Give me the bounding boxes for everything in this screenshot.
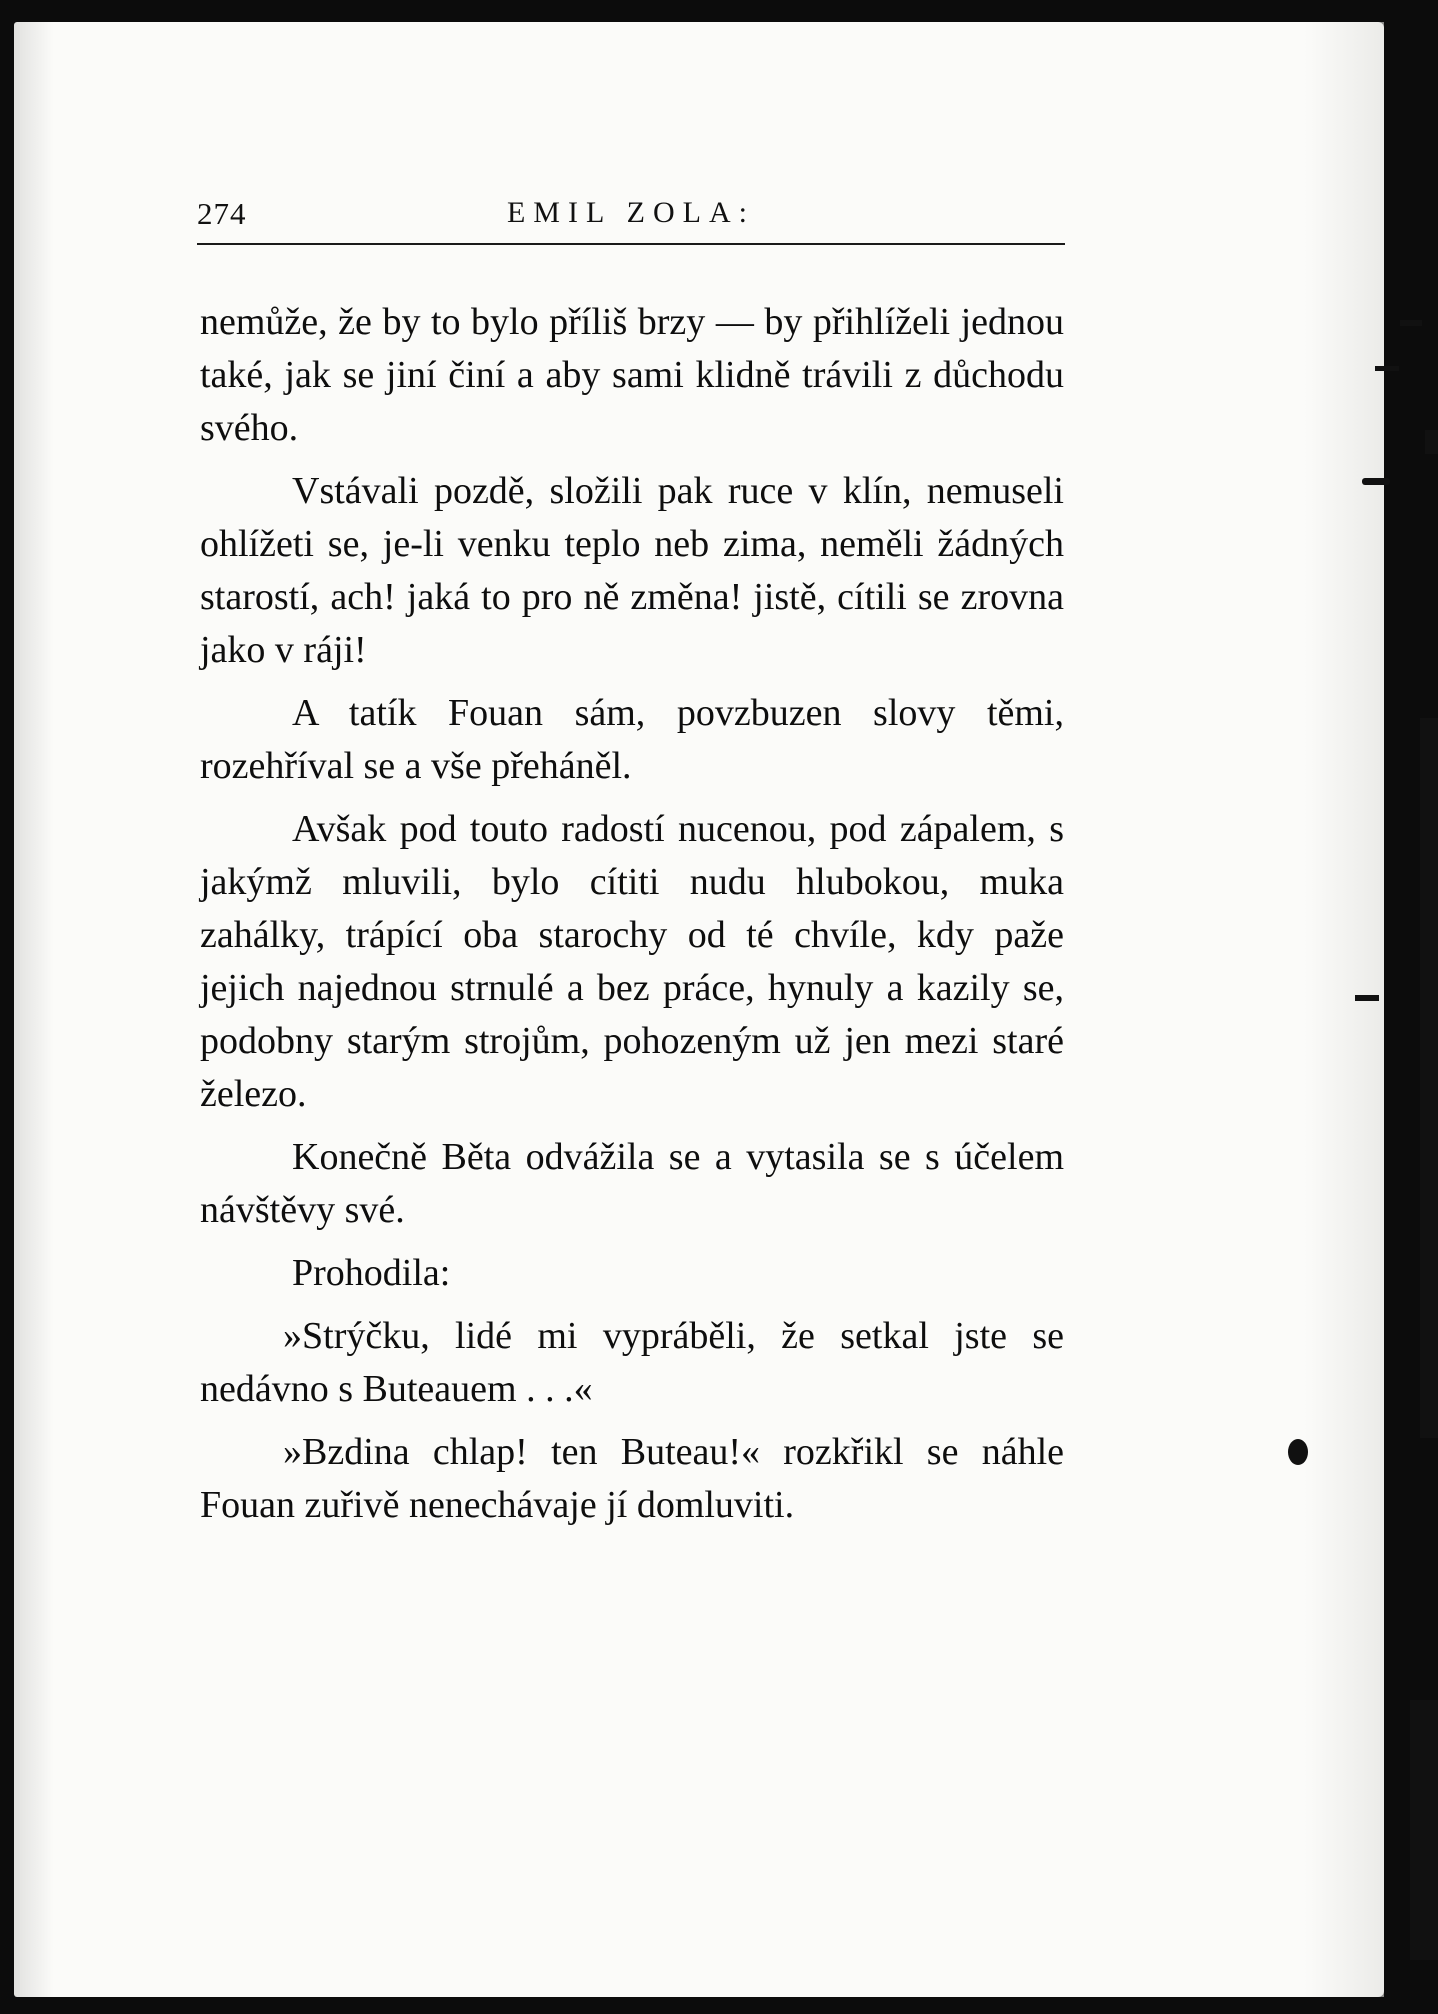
paragraph: »Bzdina chlap! ten Buteau!« rozkřikl se náhle Fouan zuřivě nenechávaje jí domluviti. bbox=[200, 1431, 1064, 1526]
paragraph: Vstávali pozdě, složili pak ruce v klín, nemuseli ohlížeti se, je-li venku teplo neb zima, neměli žádných starostí, ach! jaká to pro ně změna! jistě, cítili se zrovna jako v ráji! bbox=[200, 470, 1064, 671]
scan-speck bbox=[1425, 430, 1438, 454]
page-edge bbox=[1304, 22, 1384, 1997]
scan-speck bbox=[1410, 1700, 1438, 1960]
body-text bbox=[200, 296, 1064, 1542]
scan-speck bbox=[1362, 478, 1390, 485]
paragraph: A tatík Fouan sám, povzbuzen slovy těmi, rozehříval se a vše přeháněl. bbox=[200, 692, 1064, 787]
paragraph: Prohodila: bbox=[292, 1252, 451, 1294]
paragraph: nemůže, že by to bylo příliš brzy — by přihlíželi jednou také, jak se jiní činí a aby sami klidně trávili z důchodu svého. bbox=[200, 301, 1064, 449]
paragraph: »Strýčku, lidé mi vypráběli, že setkal jste se nedávno s Buteauem . . .« bbox=[200, 1315, 1064, 1410]
page-number: 274 bbox=[197, 196, 247, 231]
scan-speck bbox=[1420, 718, 1438, 1438]
page-header bbox=[197, 196, 1065, 246]
scan-speck bbox=[1288, 1439, 1308, 1465]
running-title: EMIL ZOLA: bbox=[506, 196, 756, 229]
paragraph: Avšak pod touto radostí nucenou, pod zápalem, s jakýmž mluvili, bylo cítiti nudu hlubokou, muka zahálky, trápící oba starochy od té chvíle, kdy paže jejich najednou strnulé a bez práce, hynuly a kazily se, podobny starým strojům, pohozeným už jen mezi staré železo. bbox=[200, 808, 1064, 1115]
scan-speck bbox=[1400, 320, 1422, 326]
paragraph: Konečně Běta odvážila se a vytasila se s účelem návštěvy své. bbox=[200, 1136, 1064, 1231]
header-rule bbox=[197, 243, 1065, 245]
scan-speck bbox=[1375, 366, 1399, 371]
binding-shadow bbox=[14, 22, 54, 1997]
scan-speck bbox=[1355, 995, 1379, 1001]
